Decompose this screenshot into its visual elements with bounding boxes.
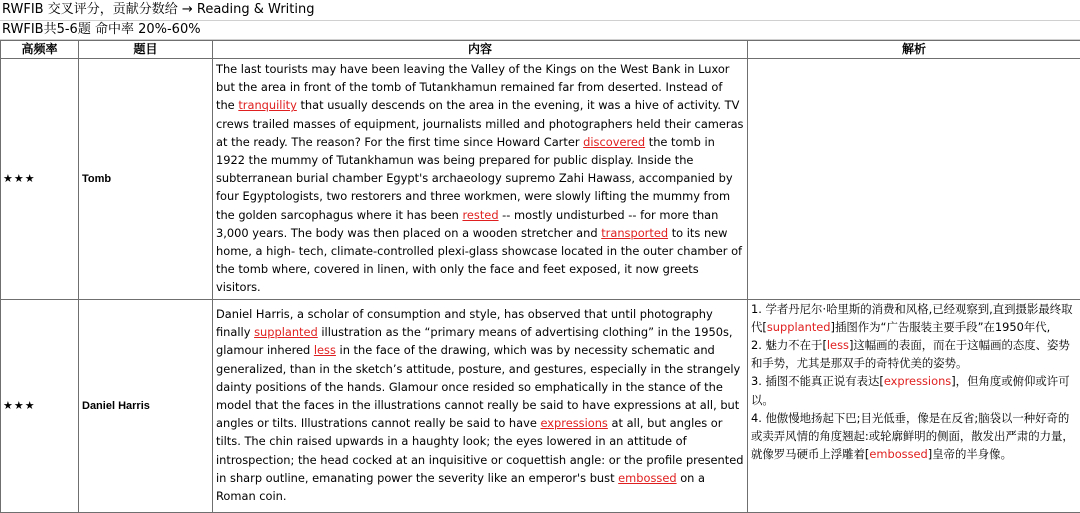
notes-cell — [748, 59, 1080, 300]
note-text: ]，但角度或俯仰或许可以。 — [751, 374, 1070, 406]
note-text: ]这幅画的表面，而在于这幅画的态度、姿势和手势，尤其是那双手的奇特优美的姿势。 — [751, 338, 1070, 370]
passage-text: that usually descends on the area in the evening, it was a hive of activity. TV crews trailed masses of equipment, journalists milled and photographers held their cameras at the ready. The reason? For the first time since Howard Carter — [216, 98, 744, 148]
note-text: ]皇帝的半身像。 — [928, 447, 1012, 461]
column-header-rate: 高频率 — [1, 41, 79, 59]
passage-text: Daniel Harris, a scholar of consumption and style, has observed that until photography finally — [216, 307, 713, 339]
passage-text: the tomb in 1922 the mummy of Tutankhamun was being prepared for public display. Inside the subterranean burial chamber Egypt's archaeology supremo Zahi Hawass, accompanied by four Egyptologists, two restorers and three workmen, were slowly lifting the mummy from the golden sarcophagus where it has been — [216, 135, 733, 222]
note-text: 1. 学者丹尼尔·哈里斯的消费和风格,已经观察到,直到摄影最终取代[ — [751, 302, 1073, 334]
keyword-highlight: rested — [462, 208, 498, 222]
note-line — [751, 300, 1077, 336]
note-text: 2. 魅力不在于[ — [751, 338, 827, 352]
notes-cell — [748, 299, 1080, 512]
rate-stars: ★★★ — [1, 59, 79, 300]
vocab-table — [0, 40, 1080, 513]
rate-stars: ★★★ — [1, 299, 79, 512]
passage-text: -- mostly undisturbed -- for more than 3,000 years. The body was then placed on a wooden stretcher and — [216, 208, 718, 240]
keyword-highlight: supplanted — [767, 320, 831, 334]
keyword-highlight: expressions — [884, 374, 951, 388]
passage-text: to its new home, a high- tech, climate-controlled plexi-glass showcase located in the outer chamber of the tomb where, covered in linen, with only the face and feet exposed, it now greets visitors. — [216, 226, 742, 295]
table-row — [1, 59, 1080, 300]
passage-text: in the face of the drawing, which was by necessity schematic and generalized, than in the sketch’s attitude, posture, and gestures, especially in the strangely dainty positions of the hands. Glamour once resided so emphatically in the stance of the model that the faces in the illustrations cannot really be said to have expressions at all, but angles or tilts. Illustrations cannot really be said to have — [216, 343, 740, 430]
passage-content — [213, 59, 748, 300]
page-title: RWFIB 交叉评分，贡献分数给 → Reading & Writing — [0, 0, 1080, 21]
passage-title: Tomb — [79, 59, 213, 300]
passage-text: at all, but angles or tilts. The chin raised upwards in a haughty look; the eyes lowered in an attitude of introspection; the head cocked at an inquisitive or coquettish angle: or the profile presented in sharp outline, emanating power the severity like an emperor's bust — [216, 416, 743, 485]
passage-title: Daniel Harris — [79, 299, 213, 512]
note-line — [751, 409, 1077, 464]
keyword-highlight: less — [314, 343, 336, 357]
column-header-content: 内容 — [213, 41, 748, 59]
column-header-notes: 解析 — [748, 41, 1080, 59]
column-header-title: 题目 — [79, 41, 213, 59]
table-row — [1, 299, 1080, 512]
table-header-row — [1, 41, 1080, 59]
page-subtitle: RWFIB共5-6题 命中率 20%-60% — [0, 21, 1080, 40]
keyword-highlight: discovered — [583, 135, 645, 149]
keyword-highlight: expressions — [540, 416, 607, 430]
keyword-highlight: supplanted — [254, 325, 318, 339]
passage-text: on a Roman coin. — [216, 471, 705, 503]
note-text: 3. 插图不能真正说有表达[ — [751, 374, 884, 388]
keyword-highlight: tranquility — [238, 98, 297, 112]
note-line — [751, 372, 1077, 408]
keyword-highlight: transported — [601, 226, 668, 240]
note-line — [751, 336, 1077, 372]
note-text: ]插图作为“广告服装主要手段”在1950年代, — [831, 320, 1051, 334]
note-text: 4. 他傲慢地扬起下巴;目光低垂，像是在反省;脑袋以一种好奇的或卖弄风情的角度翘起:或轮廓鲜明的侧面，散发出严肃的力量，就像罗马硬币上浮雕着[ — [751, 411, 1074, 461]
keyword-highlight: embossed — [618, 471, 676, 485]
passage-text: illustration as the “primary means of advertising clothing” in the 1950s, glamour inhered — [216, 325, 733, 357]
passage-text: The last tourists may have been leaving the Valley of the Kings on the West Bank in Luxor but the area in front of the tomb of Tutankhamun remained far from deserted. Instead of the — [216, 62, 730, 112]
passage-content — [213, 299, 748, 512]
keyword-highlight: less — [827, 338, 849, 352]
keyword-highlight: embossed — [869, 447, 927, 461]
